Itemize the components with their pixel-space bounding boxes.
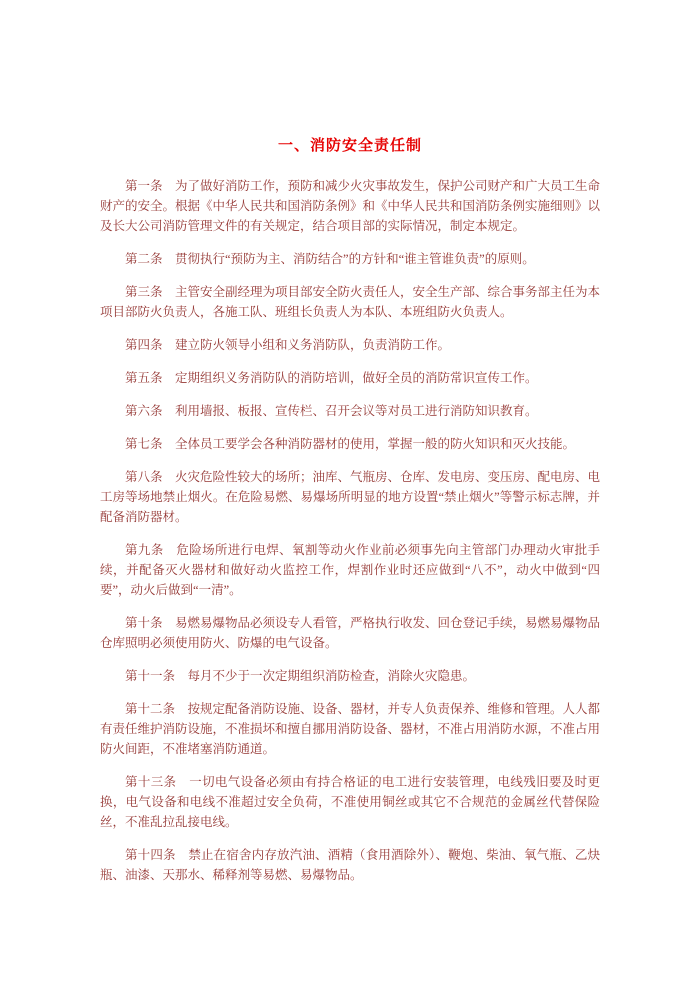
document-paragraph: 第十二条 按规定配备消防设施、设备、器材，并专人负责保养、维修和管理。人人都有责任维护消防设施，不准损坏和擅自挪用消防设备、器材，不准占用消防水源，不准占用防火间距，不准堵塞消防通道。 (100, 702, 601, 756)
document-paragraph: 第四条 建立防火领导小组和义务消防队，负责消防工作。 (125, 338, 451, 352)
document-paragraph: 第十四条 禁止在宿舍内存放汽油、酒精（食用酒除外）、鞭炮、柴油、氧气瓶、乙炔瓶、油漆、天那水、稀释剂等易燃、易爆物品。 (100, 848, 600, 882)
document-title: 一、消防安全责任制 (277, 138, 422, 154)
document-paragraph: 第七条 全体员工要学会各种消防器材的使用，掌握一般的防火知识和灭火技能。 (125, 437, 576, 451)
document-paragraph: 第十一条 每月不少于一次定期组织消防检查，消除火灾隐患。 (125, 669, 476, 683)
document-paragraph: 第十三条 一切电气设备必须由有持合格证的电工进行安装管理，电线残旧要及时更换，电气设备和电线不准超过安全负荷，不准使用铜丝或其它不合规范的金属丝代替保险丝，不准乱拉乱接电线。 (100, 775, 600, 829)
document-paragraph: 第八条 火灾危险性较大的场所；油库、气瓶房、仓库、发电房、变压房、配电房、电工房等场地禁止烟火。在危险易燃、易爆场所明显的地方设置“禁止烟火”等警示标志牌，并配备消防器材。 (100, 470, 601, 524)
document-paragraph: 第三条 主管安全副经理为项目部安全防火责任人，安全生产部、综合事务部主任为本项目部防火负责人，各施工队、班组长负责人为本队、本班组防火负责人。 (100, 285, 601, 319)
document-paragraph: 第六条 利用墙报、板报、宣传栏、召开会议等对员工进行消防知识教育。 (125, 404, 538, 418)
document-paragraph: 第二条 贯彻执行“预防为主、消防结合”的方针和“谁主管谁负责”的原则。 (125, 252, 535, 266)
document-paragraph: 第九条 危险场所进行电焊、氧割等动火作业前必须事先向主管部门办理动火审批手续，并配备灭火器材和做好动火监控工作，焊割作业时还应做到“八不”，动火中做到“四要”，动火后做到“一清”。 (100, 543, 600, 597)
document-paragraph: 第一条 为了做好消防工作，预防和减少火灾事故发生，保护公司财产和广大员工生命财产的安全。根据《中华人民共和国消防条例》和《中华人民共和国消防条例实施细则》以及长大公司消防管理文件的有关规定，结合项目部的实际情况，制定本规定。 (100, 179, 601, 233)
document-paragraph: 第十条 易燃易爆物品必须设专人看管，严格执行收发、回仓登记手续，易燃易爆物品仓库照明必须使用防火、防爆的电气设备。 (100, 616, 601, 650)
document-paragraph: 第五条 定期组织义务消防队的消防培训，做好全员的消防常识宣传工作。 (125, 371, 538, 385)
